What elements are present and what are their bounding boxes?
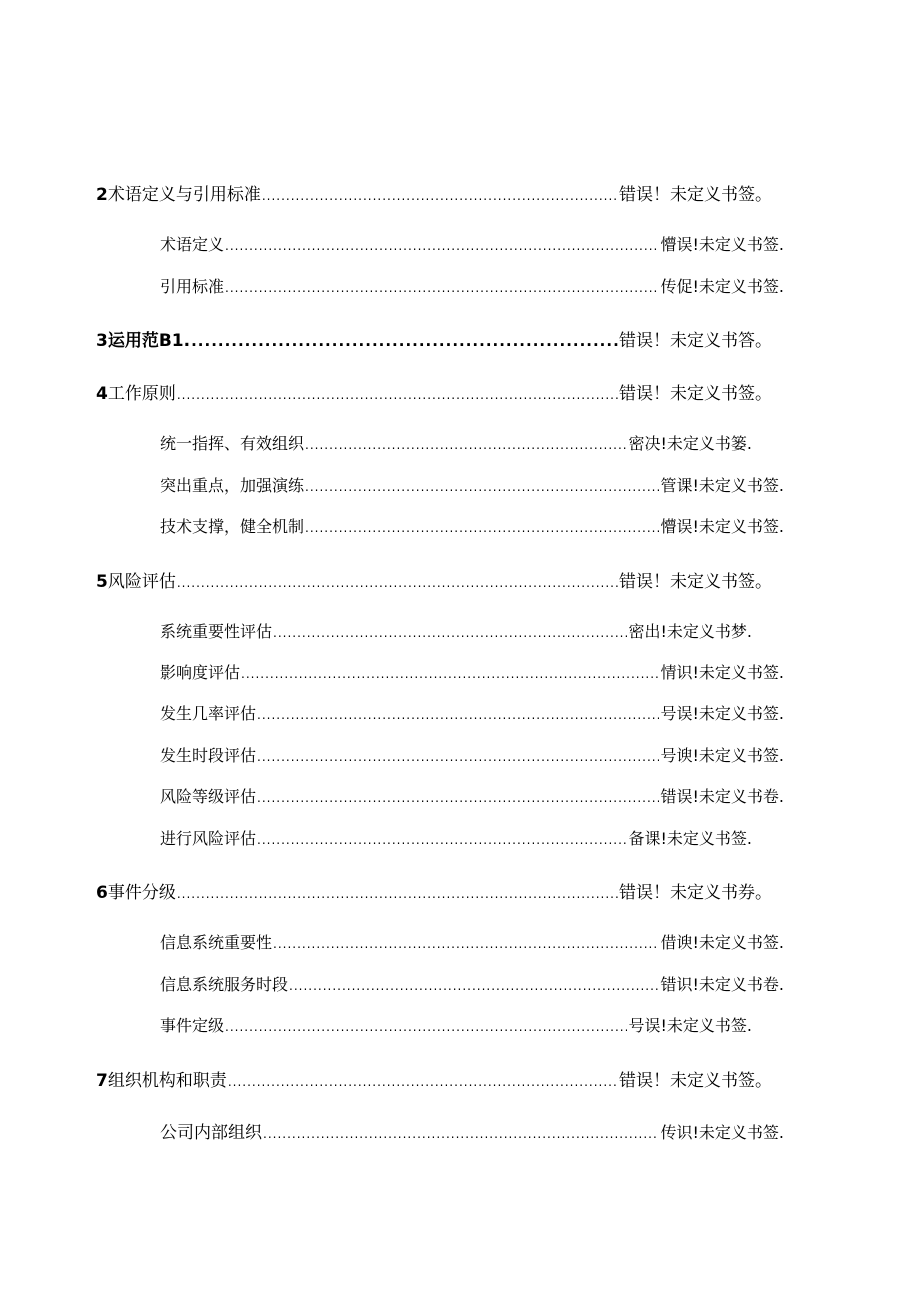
toc-entry[interactable]	[96, 878, 772, 903]
dot-leader	[177, 388, 618, 402]
toc-entry-title: 7组织机构和职责	[96, 1071, 227, 1091]
toc-entry-page: 号谀!未定义书签.	[660, 746, 784, 765]
toc-entry-title: 发生几率评估	[160, 704, 257, 723]
dot-leader	[257, 708, 659, 722]
toc-entry[interactable]	[160, 1013, 752, 1036]
toc-entry-title: 术语定义	[160, 235, 225, 254]
toc-entry-title: 发生时段评估	[160, 746, 257, 765]
toc-entry-title: 信息系统服务时段	[160, 975, 289, 994]
dot-leader	[228, 1075, 618, 1089]
toc-entry-title: 系统重要性评估	[160, 622, 273, 641]
toc-entry-number: 7	[96, 1071, 108, 1091]
toc-entry-page: 密决!未定义书篓.	[628, 434, 752, 453]
toc-entry[interactable]	[160, 232, 784, 255]
toc-entry-page: 懵误!未定义书签.	[660, 517, 784, 536]
toc-entry-page: 情识!未定义书签.	[660, 663, 784, 682]
toc-entry[interactable]	[160, 826, 752, 849]
toc-entry-page: 错识!未定义书卷.	[660, 975, 784, 994]
dot-leader	[177, 576, 618, 590]
dot-leader	[262, 189, 618, 203]
dot-leader	[257, 791, 659, 805]
toc-entry-page: 借谀!未定义书签.	[660, 933, 784, 952]
toc-entry-page: 错误！未定义书签。	[619, 185, 772, 205]
dot-leader	[305, 438, 627, 452]
dot-leader	[257, 833, 627, 847]
toc-entry-title: 信息系统重要性	[160, 933, 273, 952]
toc-entry[interactable]	[160, 274, 784, 297]
dot-leader	[273, 937, 659, 951]
toc-entry[interactable]	[96, 379, 772, 404]
toc-entry-number: 2	[96, 185, 108, 205]
toc-entry-page: 错误！未定义书券。	[619, 883, 772, 903]
toc-entry-page: 号误!未定义书签.	[628, 1016, 752, 1035]
toc-entry-title: 事件定级	[160, 1016, 225, 1035]
dot-leader	[177, 887, 618, 901]
dot-leader	[257, 750, 659, 764]
toc-entry[interactable]	[160, 701, 784, 724]
toc-entry-title: 3运用范B1.	[96, 331, 191, 351]
dot-leader	[191, 332, 618, 350]
toc-entry-page: 懵误!未定义书签.	[660, 235, 784, 254]
toc-entry-title: 突出重点，加强演练	[160, 476, 305, 495]
toc-entry[interactable]	[160, 473, 784, 496]
dot-leader	[241, 667, 659, 681]
toc-entry-page: 传促!未定义书签.	[660, 277, 784, 296]
toc-entry-page: 错误！未定义书签。	[619, 384, 772, 404]
toc-entry[interactable]	[160, 431, 752, 454]
toc-entry-title: 4工作原则	[96, 384, 176, 404]
toc-entry-page: 号误!未定义书签.	[660, 704, 784, 723]
toc-entry[interactable]	[160, 1118, 784, 1143]
toc-entry-title: 引用标准	[160, 277, 225, 296]
toc-entry-title: 5风险评估	[96, 572, 176, 592]
toc-entry-number: 6	[96, 883, 108, 903]
toc-entry-title: 技术支撑，健全机制	[160, 517, 305, 536]
toc-entry-title: 风险等级评估	[160, 787, 257, 806]
toc-entry-page: 管课!未定义书签.	[660, 476, 784, 495]
toc-entry-page: 错误！未定义书签。	[619, 572, 772, 592]
toc-entry[interactable]	[96, 180, 772, 205]
toc-entry-number: 4	[96, 384, 108, 404]
toc-entry-page: 密出!未定义书梦.	[628, 622, 752, 641]
toc-entry[interactable]	[160, 743, 784, 766]
toc-entry-title: 6事件分级	[96, 883, 176, 903]
dot-leader	[225, 1020, 627, 1034]
toc-entry[interactable]	[160, 660, 784, 683]
toc-entry-title: 进行风险评估	[160, 829, 257, 848]
toc-entry[interactable]	[96, 567, 772, 592]
toc-entry[interactable]	[160, 972, 784, 995]
toc-entry[interactable]	[160, 784, 784, 807]
toc-entry[interactable]	[160, 930, 784, 953]
dot-leader	[305, 480, 659, 494]
dot-leader	[225, 239, 659, 253]
toc-entry-page: 错误！未定义书签。	[619, 1071, 772, 1091]
toc-entry-title: 2术语定义与引用标准	[96, 185, 261, 205]
dot-leader	[273, 626, 627, 640]
toc-entry-number: 3	[96, 331, 108, 351]
toc-entry-page: 错误！未定义书答。	[619, 331, 772, 351]
toc-entry-title: 公司内部组织	[160, 1123, 262, 1143]
toc-entry[interactable]	[160, 619, 752, 642]
dot-leader	[305, 521, 659, 535]
toc-entry[interactable]	[96, 326, 772, 351]
toc-entry-page: 备课!未定义书签.	[628, 829, 752, 848]
toc-entry-page: 错误!未定义书卷.	[660, 787, 784, 806]
toc-entry[interactable]	[96, 1066, 772, 1091]
dot-leader	[263, 1127, 659, 1141]
toc-entry[interactable]	[160, 514, 784, 537]
toc-entry-page: 传识!未定义书签.	[660, 1123, 784, 1142]
dot-leader	[289, 979, 659, 993]
toc-entry-number: 5	[96, 572, 108, 592]
toc-entry-title: 统一指挥、有效组织	[160, 434, 305, 453]
toc-entry-title: 影响度评估	[160, 663, 241, 682]
dot-leader	[225, 281, 659, 295]
